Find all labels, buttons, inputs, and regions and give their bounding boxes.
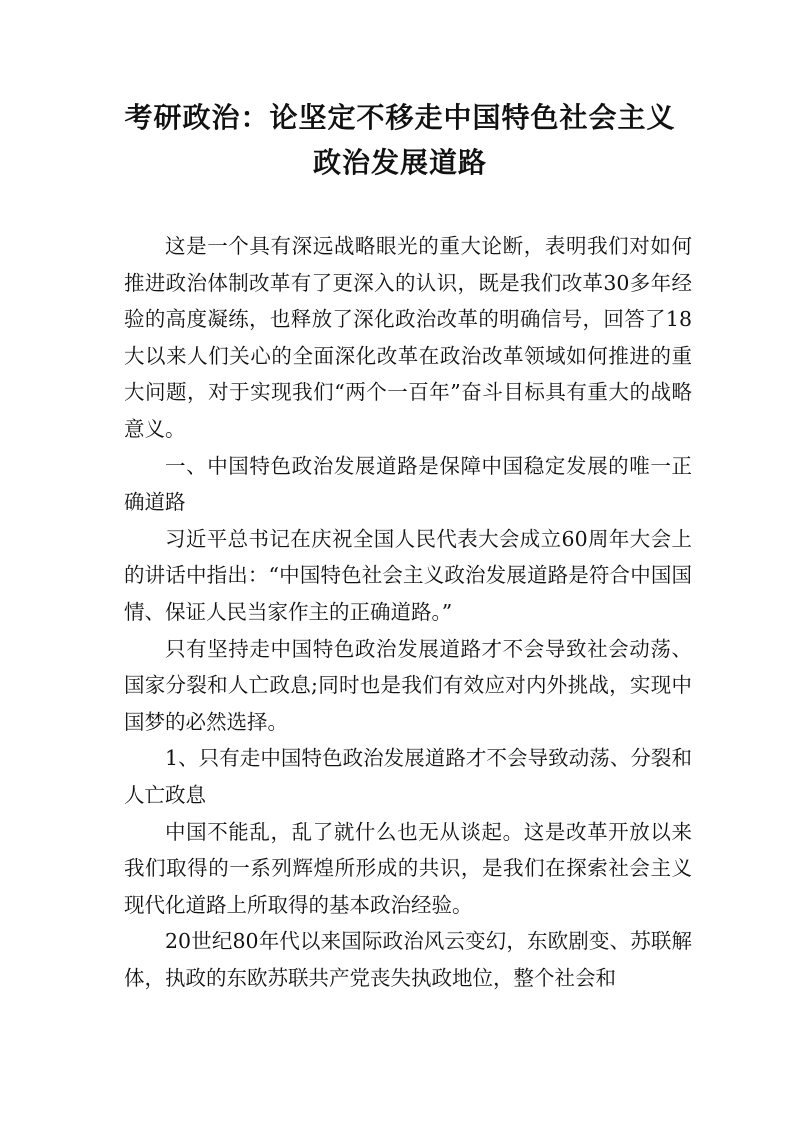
paragraph-stability: 中国不能乱，乱了就什么也无从谈起。这是改革开放以来我们取得的一系列辉煌所形成的共识，是我们在探索社会主义现代化道路上所取得的基本政治经验。 [124, 819, 692, 917]
document-title-line-2: 政治发展道路 [312, 146, 487, 179]
paragraph-history: 20世纪80年代以来国际政治风云变幻，东欧剧变、苏联解体，执政的东欧苏联共产党丧失执政地位，整个社会和 [124, 929, 692, 990]
subsection-heading-1: 1、只有走中国特色政治发展道路才不会导致动荡、分裂和人亡政息 [124, 746, 692, 807]
document-title-line-1: 考研政治：论坚定不移走中国特色社会主义 [124, 101, 676, 134]
section-heading-1: 一、中国特色政治发展道路是保障中国稳定发展的唯一正确道路 [124, 453, 692, 515]
paragraph-intro: 这是一个具有深远战略眼光的重大论断，表明我们对如何推进政治体制改革有了更深入的认识，既是我们改革30多年经验的高度凝练，也释放了深化政治改革的明确信号，回答了18大以来人们关心的全面深化改革在政治改革领域如何推进的重大问题，对于实现我们“两个一百年”奋斗目标具有重大的战略意义。 [124, 234, 692, 441]
paragraph-choice: 只有坚持走中国特色政治发展道路才不会导致社会动荡、国家分裂和人亡政息;同时也是我们有效应对内外挑战，实现中国梦的必然选择。 [124, 636, 692, 734]
document-body [124, 228, 692, 996]
paragraph-quote: 习近平总书记在庆祝全国人民代表大会成立60周年大会上的讲话中指出：“中国特色社会主义政治发展道路是符合中国国情、保证人民当家作主的正确道路。” [124, 526, 692, 624]
